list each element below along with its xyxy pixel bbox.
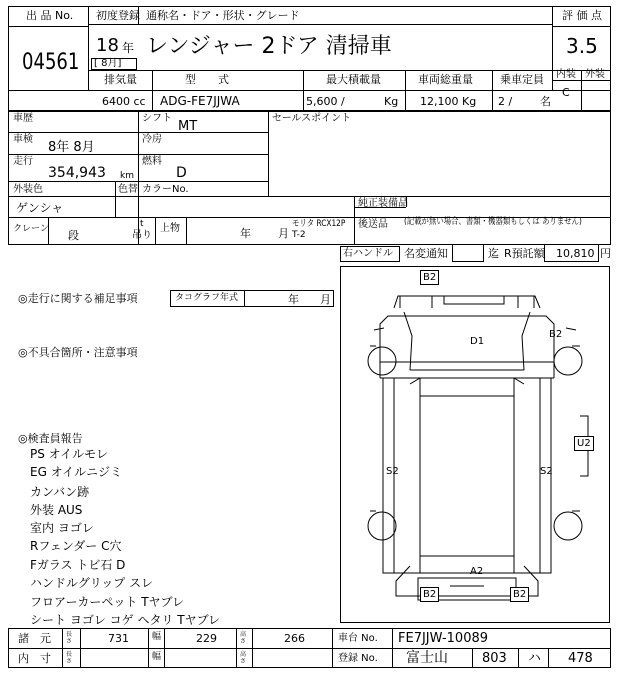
tachograph-label: タコグラフ年式 bbox=[175, 293, 239, 303]
handle-side: 右ハンドル bbox=[343, 248, 393, 259]
max-load-unit: Kg bbox=[384, 95, 399, 108]
inspector-line: Rフェンダー C穴 bbox=[30, 539, 122, 553]
fuel-label: 燃料 bbox=[142, 156, 162, 167]
tachograph-year: 年 bbox=[288, 293, 299, 306]
body-maker: モリタ RCX12P bbox=[292, 219, 346, 229]
damage-label-s2-right: S2 bbox=[540, 466, 553, 477]
capacity-value: 2 / bbox=[498, 95, 513, 108]
damage-label-b2-bottom-left: B2 bbox=[420, 587, 439, 602]
aftermarket-label: 後送品 bbox=[358, 219, 388, 230]
inspector-line: ハンドルグリップ スレ bbox=[30, 576, 154, 590]
registration-number: 478 bbox=[568, 651, 593, 666]
crane-stage: 段 bbox=[68, 229, 79, 242]
height-label: 高さ bbox=[240, 631, 247, 645]
first-reg-label: 初度登録 bbox=[96, 9, 140, 22]
capacity-unit: 名 bbox=[540, 95, 551, 108]
model-value: ADG-FE7JJWA bbox=[160, 94, 240, 108]
gross-weight-label: 車両総重量 bbox=[418, 73, 473, 86]
listing-no-label: 出 品 No. bbox=[26, 9, 74, 22]
crane-tonnage: t bbox=[140, 219, 144, 229]
displacement-value: 6400 cc bbox=[102, 95, 146, 108]
registration-label: 登録 No. bbox=[338, 653, 378, 664]
shift-label: シフト bbox=[142, 113, 172, 124]
length-label-2: 長さ bbox=[66, 651, 73, 665]
damage-label-b2-right: B2 bbox=[549, 329, 563, 340]
interior-dim-label: 内 寸 bbox=[18, 652, 51, 665]
interior-grade: C bbox=[562, 86, 570, 99]
name-change-field bbox=[452, 244, 484, 262]
inspector-line: カンバン跡 bbox=[30, 485, 90, 499]
driving-supplement-title: ◎走行に関する補足事項 bbox=[18, 292, 138, 305]
body-type: T-2 bbox=[292, 230, 306, 240]
length-value: 731 bbox=[108, 632, 129, 645]
max-load-value: 5,600 / bbox=[306, 95, 345, 108]
interior-grade-label: 内装 bbox=[556, 69, 576, 80]
damage-label-b2-bottom-right: B2 bbox=[510, 587, 529, 602]
damage-label-u2: U2 bbox=[574, 436, 594, 451]
inspector-line: 室内 ヨゴレ bbox=[30, 521, 94, 535]
r-deposit-label: R預託額 bbox=[504, 247, 545, 260]
width-label: 幅 bbox=[152, 632, 162, 642]
crane-label: クレーン bbox=[13, 224, 49, 234]
aftermarket-note: (記載が無い場合、書類・機器類もしくは ありません) bbox=[404, 217, 582, 227]
length-label: 長さ bbox=[66, 631, 73, 645]
score-label: 評 価 点 bbox=[562, 9, 602, 22]
chassis-value: FE7JJW-10089 bbox=[398, 631, 489, 646]
vehicle-name-label: 通称名・ドア・形状・グレード bbox=[146, 9, 300, 22]
registration-class: 803 bbox=[482, 651, 507, 666]
registration-area: 富士山 bbox=[406, 650, 448, 666]
history-label: 車歴 bbox=[13, 113, 33, 124]
inspector-line: フロアーカーペット Tヤブレ bbox=[30, 595, 185, 609]
inspector-line: 外装 AUS bbox=[30, 503, 83, 517]
specs-label: 諸 元 bbox=[18, 632, 51, 645]
damage-label-d1: D1 bbox=[470, 336, 485, 347]
height-label-2: 高さ bbox=[240, 651, 247, 665]
r-deposit-unit: 円 bbox=[600, 247, 611, 260]
first-reg-month: [ 8月] bbox=[94, 58, 122, 69]
mileage-unit: km bbox=[120, 171, 134, 181]
gross-weight-value: 12,100 Kg bbox=[420, 95, 477, 108]
inspector-title: ◎検査員報告 bbox=[18, 432, 83, 445]
exterior-color-value: ゲンシャ bbox=[16, 201, 64, 215]
shift-value: MT bbox=[178, 119, 198, 134]
score-value: 3.5 bbox=[566, 34, 598, 58]
mileage-label: 走行 bbox=[13, 156, 33, 167]
damage-label-s2-left: S2 bbox=[386, 466, 399, 477]
inspection-label: 車検 bbox=[13, 134, 33, 145]
chassis-label: 車台 No. bbox=[338, 633, 378, 644]
listing-no: 04561 bbox=[22, 50, 80, 75]
ac-label: 冷房 bbox=[142, 134, 162, 145]
inspector-line: PS オイルモレ bbox=[30, 447, 109, 461]
inspector-line: シート ヨゴレ コゲ ヘタリ Tヤブレ bbox=[30, 613, 221, 627]
first-reg-year-unit: 年 bbox=[122, 41, 135, 55]
inspector-line: Fガラス トビ石 D bbox=[30, 558, 126, 572]
exterior-grade-label: 外装 bbox=[585, 69, 605, 80]
genuine-equipment-label: 純正装備品 bbox=[358, 198, 408, 209]
crane-hang: 吊り bbox=[132, 230, 152, 241]
damage-label-b2-top: B2 bbox=[420, 270, 439, 285]
fuel-value: D bbox=[176, 165, 187, 181]
first-reg-year: 18 bbox=[96, 35, 119, 56]
displacement-label: 排気量 bbox=[104, 73, 137, 86]
body-month: 月 bbox=[278, 227, 289, 240]
r-deposit-value: 10,810 bbox=[556, 247, 595, 260]
height-value: 266 bbox=[284, 632, 305, 645]
body-label: 上物 bbox=[160, 223, 180, 234]
capacity-label: 乗車定員 bbox=[500, 73, 544, 86]
color-change-label: 色替 bbox=[118, 184, 138, 195]
exterior-color-label: 外装色 bbox=[13, 184, 43, 195]
name-change-label: 名変通知 bbox=[404, 247, 448, 260]
mileage-value: 354,943 bbox=[48, 165, 106, 181]
body-year: 年 bbox=[240, 227, 251, 240]
inspection-value: 8年 8月 bbox=[48, 140, 95, 155]
model-label: 型 式 bbox=[185, 73, 229, 86]
vehicle-name: レンジャー 2ドア 清掃車 bbox=[146, 34, 392, 59]
defects-title: ◎不具合箇所・注意事項 bbox=[18, 346, 138, 359]
color-code-label: カラーNo. bbox=[142, 184, 189, 195]
sales-point-label: セールスポイント bbox=[272, 113, 352, 124]
max-load-label: 最大積載量 bbox=[326, 73, 381, 86]
damage-label-a2: A2 bbox=[470, 566, 484, 577]
width-label-2: 幅 bbox=[152, 652, 162, 662]
until-label: 迄 bbox=[488, 247, 499, 260]
width-value: 229 bbox=[196, 632, 217, 645]
inspector-line: EG オイルニジミ bbox=[30, 465, 123, 479]
registration-kana: ハ bbox=[528, 651, 542, 666]
tachograph-month: 月 bbox=[320, 293, 331, 306]
